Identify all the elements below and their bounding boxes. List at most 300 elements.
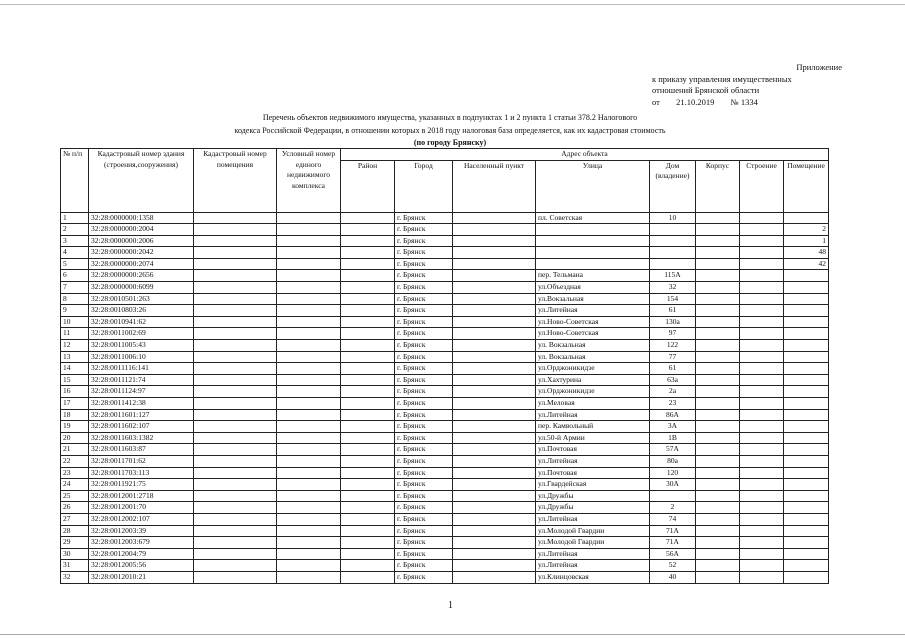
table-row [61,455,829,467]
cell-street: ул.Объездная [536,282,650,294]
cell-pomeshchenie [784,432,829,444]
cell-house: 61 [650,305,696,317]
cell-building-cadastral: 32:28:0000000:6099 [89,282,194,294]
cell-stroenie [740,340,784,352]
table-row [61,363,829,375]
cell-building-cadastral: 32:28:0000000:2074 [89,258,194,270]
cell-city: г. Брянск [395,525,453,537]
cell-stroenie [740,455,784,467]
cell-building-cadastral: 32:28:0000000:2004 [89,224,194,236]
cell-num: 27 [61,513,89,525]
cell-building-cadastral: 32:28:0012004:79 [89,548,194,560]
cell-street: ул.Орджоникидзе [536,386,650,398]
cell-house: 80а [650,455,696,467]
cell-pomeshchenie [784,479,829,491]
cell-city: г. Брянск [395,340,453,352]
cell-room-cadastral [194,571,277,583]
cell-building-cadastral: 32:28:0000000:1358 [89,212,194,224]
cell-house [650,224,696,236]
cell-korpus [696,351,740,363]
cell-room-cadastral [194,316,277,328]
cell-building-cadastral: 32:28:0012005:56 [89,560,194,572]
appendix-heading: Приложение [796,62,842,72]
cell-korpus [696,212,740,224]
cell-building-cadastral: 32:28:0010803:26 [89,305,194,317]
cell-korpus [696,270,740,282]
appendix-authority-line: отношений Брянской области [652,85,760,95]
cell-korpus [696,305,740,317]
cell-num: 32 [61,571,89,583]
cell-building-cadastral: 32:28:0012003:679 [89,537,194,549]
cell-pomeshchenie [784,537,829,549]
cell-stroenie [740,548,784,560]
cell-district [341,537,395,549]
table-row [61,282,829,294]
cell-house [650,490,696,502]
table-row [61,502,829,514]
cell-num: 15 [61,374,89,386]
cell-city: г. Брянск [395,374,453,386]
cell-complex-number [277,513,341,525]
cell-room-cadastral [194,386,277,398]
cell-house: 32 [650,282,696,294]
cell-city: г. Брянск [395,212,453,224]
cell-complex-number [277,258,341,270]
cell-korpus [696,247,740,259]
cell-building-cadastral: 32:28:0010941:62 [89,316,194,328]
cell-korpus [696,386,740,398]
appendix-date: 21.10.2019 [676,96,715,107]
cell-korpus [696,560,740,572]
header-num: № п/п [61,149,89,213]
cell-city: г. Брянск [395,398,453,410]
cell-korpus [696,421,740,433]
appendix-from: от [652,96,660,107]
cell-complex-number [277,351,341,363]
cell-complex-number [277,270,341,282]
table-row [61,421,829,433]
cell-city: г. Брянск [395,467,453,479]
cell-complex-number [277,490,341,502]
cell-district [341,490,395,502]
cell-korpus [696,293,740,305]
cell-pomeshchenie [784,571,829,583]
cell-pomeshchenie [784,363,829,375]
table-row [61,270,829,282]
cell-korpus [696,432,740,444]
cell-district [341,316,395,328]
cell-house: 2 [650,502,696,514]
cell-pomeshchenie [784,455,829,467]
header-settlement: Населенный пункт [453,160,536,212]
table-row [61,247,829,259]
cell-city: г. Брянск [395,282,453,294]
cell-street: ул.Литейная [536,513,650,525]
table-row [61,351,829,363]
cell-district [341,258,395,270]
header-korpus: Корпус [696,160,740,212]
cell-room-cadastral [194,409,277,421]
cell-complex-number [277,421,341,433]
cell-city: г. Брянск [395,293,453,305]
cell-num: 20 [61,432,89,444]
cell-house: 52 [650,560,696,572]
cell-num: 23 [61,467,89,479]
cell-street [536,258,650,270]
cell-room-cadastral [194,247,277,259]
cell-num: 6 [61,270,89,282]
cell-street [536,224,650,236]
cell-district [341,467,395,479]
scan-edge-top [0,4,905,5]
cell-room-cadastral [194,398,277,410]
cell-complex-number [277,212,341,224]
cell-settlement [453,479,536,491]
table-row [61,386,829,398]
cell-pomeshchenie [784,328,829,340]
cell-district [341,513,395,525]
cell-stroenie [740,282,784,294]
cell-num: 8 [61,293,89,305]
cell-district [341,328,395,340]
header-building-cadastral: Кадастровый номер здания (строения,сооружения) [89,149,194,213]
appendix-block [652,62,842,108]
cell-stroenie [740,235,784,247]
cell-pomeshchenie: 48 [784,247,829,259]
cell-district [341,548,395,560]
cell-room-cadastral [194,224,277,236]
cell-settlement [453,351,536,363]
cell-house: 86А [650,409,696,421]
table-row [61,316,829,328]
header-pomeshchenie: Помещение [784,160,829,212]
cell-street [536,247,650,259]
cell-settlement [453,282,536,294]
table-body [61,212,829,583]
cell-house: 130а [650,316,696,328]
cell-complex-number [277,479,341,491]
cell-city: г. Брянск [395,386,453,398]
cell-room-cadastral [194,537,277,549]
appendix-order-line: к приказу управления имущественных [652,73,792,84]
cell-room-cadastral [194,432,277,444]
cell-korpus [696,398,740,410]
cell-street: ул.Молодой Гвардии [536,525,650,537]
cell-street: ул. Вокзальная [536,351,650,363]
cell-korpus [696,548,740,560]
cell-street: ул.Литейная [536,560,650,572]
cell-pomeshchenie [784,340,829,352]
cell-stroenie [740,247,784,259]
cell-house: 122 [650,340,696,352]
cell-room-cadastral [194,548,277,560]
cell-city: г. Брянск [395,548,453,560]
cell-korpus [696,525,740,537]
cell-house: 115А [650,270,696,282]
cell-korpus [696,235,740,247]
cell-building-cadastral: 32:28:0011603:87 [89,444,194,456]
cell-complex-number [277,316,341,328]
appendix-number: 1334 [740,96,758,107]
cell-settlement [453,455,536,467]
cell-stroenie [740,398,784,410]
cell-pomeshchenie [784,316,829,328]
cell-street: ул. Вокзальная [536,340,650,352]
table-row [61,537,829,549]
table-row [61,548,829,560]
cell-num: 2 [61,224,89,236]
cell-pomeshchenie [784,513,829,525]
cell-district [341,502,395,514]
cell-num: 29 [61,537,89,549]
cell-korpus [696,467,740,479]
cell-building-cadastral: 32:28:0011116:141 [89,363,194,375]
table-row [61,432,829,444]
cell-settlement [453,432,536,444]
cell-settlement [453,571,536,583]
cell-house: 71А [650,525,696,537]
cell-district [341,386,395,398]
table-row [61,560,829,572]
cell-stroenie [740,479,784,491]
cell-street: ул.Ново-Советская [536,316,650,328]
cell-settlement [453,386,536,398]
cell-room-cadastral [194,351,277,363]
cell-settlement [453,316,536,328]
table-row [61,571,829,583]
cell-stroenie [740,316,784,328]
cell-pomeshchenie: 42 [784,258,829,270]
page-number: 1 [448,600,453,611]
cell-complex-number [277,293,341,305]
cell-stroenie [740,258,784,270]
cell-city: г. Брянск [395,270,453,282]
cell-house: 63а [650,374,696,386]
cell-city: г. Брянск [395,247,453,259]
cell-building-cadastral: 32:28:0011701:62 [89,455,194,467]
table-row [61,479,829,491]
cell-building-cadastral: 32:28:0012001:2718 [89,490,194,502]
cell-korpus [696,537,740,549]
cell-house: 74 [650,513,696,525]
title-line-3: (по городу Брянску) [413,138,487,147]
cell-city: г. Брянск [395,409,453,421]
cell-building-cadastral: 32:28:0011121:74 [89,374,194,386]
cell-num: 3 [61,235,89,247]
cell-district [341,212,395,224]
cell-pomeshchenie [784,351,829,363]
cell-pomeshchenie [784,386,829,398]
cell-building-cadastral: 32:28:0011921:75 [89,479,194,491]
cell-korpus [696,444,740,456]
cell-complex-number [277,282,341,294]
cell-num: 9 [61,305,89,317]
cell-building-cadastral: 32:28:0011002:69 [89,328,194,340]
cell-num: 11 [61,328,89,340]
cell-district [341,398,395,410]
cell-room-cadastral [194,305,277,317]
cell-korpus [696,224,740,236]
header-address: Адрес объекта [341,149,829,161]
table-row [61,293,829,305]
cell-city: г. Брянск [395,444,453,456]
cell-street: пл. Советская [536,212,650,224]
cell-house: 61 [650,363,696,375]
cell-settlement [453,548,536,560]
cell-district [341,374,395,386]
header-street: Улица [536,160,650,212]
cell-stroenie [740,224,784,236]
cell-num: 30 [61,548,89,560]
cell-room-cadastral [194,455,277,467]
cell-building-cadastral: 32:28:0012002:107 [89,513,194,525]
cell-building-cadastral: 32:28:0010501:263 [89,293,194,305]
cell-house: 2а [650,386,696,398]
table-row [61,340,829,352]
cell-city: г. Брянск [395,571,453,583]
cell-complex-number [277,548,341,560]
cell-stroenie [740,571,784,583]
cell-city: г. Брянск [395,560,453,572]
cell-complex-number [277,247,341,259]
cell-settlement [453,502,536,514]
cell-korpus [696,316,740,328]
cell-korpus [696,374,740,386]
cell-room-cadastral [194,479,277,491]
cell-complex-number [277,363,341,375]
cell-pomeshchenie [784,525,829,537]
cell-stroenie [740,525,784,537]
cell-complex-number [277,398,341,410]
cell-pomeshchenie [784,467,829,479]
table-row [61,409,829,421]
cell-stroenie [740,444,784,456]
cell-settlement [453,224,536,236]
cell-stroenie [740,502,784,514]
table-row [61,490,829,502]
cell-building-cadastral: 32:28:0011124:97 [89,386,194,398]
cell-num: 1 [61,212,89,224]
cell-stroenie [740,386,784,398]
cell-street: ул.Дружбы [536,502,650,514]
table-row [61,444,829,456]
cell-room-cadastral [194,421,277,433]
cell-district [341,455,395,467]
cell-room-cadastral [194,490,277,502]
header-room-cadastral: Кадастровый номер помещения [194,149,277,213]
cell-building-cadastral: 32:28:0011602:107 [89,421,194,433]
cell-building-cadastral: 32:28:0012001:70 [89,502,194,514]
cell-street: ул.Дружбы [536,490,650,502]
cell-building-cadastral: 32:28:0011412:38 [89,398,194,410]
cell-pomeshchenie [784,490,829,502]
cell-num: 21 [61,444,89,456]
cell-city: г. Брянск [395,363,453,375]
cell-num: 22 [61,455,89,467]
cell-building-cadastral: 32:28:0011601:127 [89,409,194,421]
cell-complex-number [277,467,341,479]
cell-city: г. Брянск [395,328,453,340]
cell-house: 154 [650,293,696,305]
cell-room-cadastral [194,282,277,294]
table-row [61,513,829,525]
cell-stroenie [740,421,784,433]
cell-settlement [453,467,536,479]
cell-district [341,270,395,282]
cell-num: 16 [61,386,89,398]
cell-settlement [453,560,536,572]
cell-settlement [453,444,536,456]
appendix-number-sign: № [730,96,739,107]
cell-room-cadastral [194,270,277,282]
cell-stroenie [740,351,784,363]
cell-pomeshchenie [784,502,829,514]
cell-num: 26 [61,502,89,514]
cell-district [341,432,395,444]
cell-house: 23 [650,398,696,410]
cell-house: 1В [650,432,696,444]
table-row [61,328,829,340]
cell-stroenie [740,363,784,375]
cell-settlement [453,525,536,537]
cell-street: ул.Вокзальная [536,293,650,305]
cell-complex-number [277,409,341,421]
cell-stroenie [740,490,784,502]
cell-korpus [696,340,740,352]
cell-room-cadastral [194,363,277,375]
cell-korpus [696,409,740,421]
cell-pomeshchenie [784,444,829,456]
cell-building-cadastral: 32:28:0012003:39 [89,525,194,537]
appendix-date-line [652,97,842,109]
cell-korpus [696,513,740,525]
cell-stroenie [740,305,784,317]
cell-city: г. Брянск [395,316,453,328]
cell-settlement [453,421,536,433]
cell-district [341,560,395,572]
cell-house: 120 [650,467,696,479]
title-line-2: кодекса Российской Федерации, в отношении которых в 2018 году налоговая база определяется, как их кадастровая стоимость [234,125,666,135]
cell-num: 18 [61,409,89,421]
cell-stroenie [740,293,784,305]
cell-room-cadastral [194,525,277,537]
cell-room-cadastral [194,328,277,340]
cell-room-cadastral [194,235,277,247]
cell-num: 25 [61,490,89,502]
cell-street: ул.Орджоникидзе [536,363,650,375]
cell-complex-number [277,502,341,514]
cell-stroenie [740,513,784,525]
cell-city: г. Брянск [395,479,453,491]
cell-complex-number [277,525,341,537]
header-district: Район [341,160,395,212]
cell-city: г. Брянск [395,224,453,236]
cell-street: ул.Меловая [536,398,650,410]
header-stroenie: Строение [740,160,784,212]
cell-pomeshchenie [784,398,829,410]
cell-settlement [453,363,536,375]
cell-complex-number [277,444,341,456]
cell-house: 77 [650,351,696,363]
cell-settlement [453,513,536,525]
cell-house: 71А [650,537,696,549]
cell-pomeshchenie [784,374,829,386]
cell-city: г. Брянск [395,490,453,502]
cell-house [650,247,696,259]
cell-korpus [696,479,740,491]
cell-district [341,351,395,363]
cell-settlement [453,374,536,386]
